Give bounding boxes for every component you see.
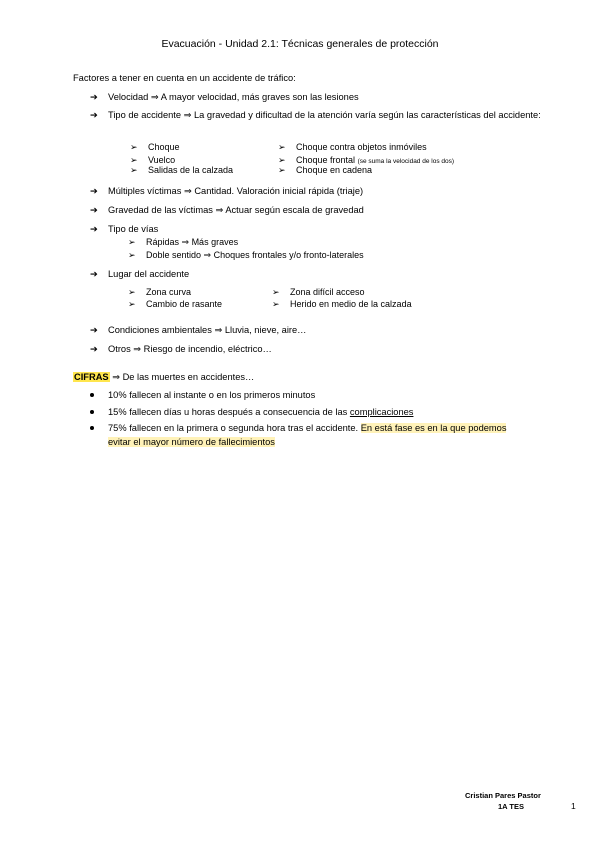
bullet-dot-icon [90, 393, 94, 397]
chevron-right-icon: ➢ [130, 155, 138, 165]
list-item-victimas [90, 184, 550, 199]
sub-item-text: Zona difícil acceso [290, 287, 365, 297]
footer-course: 1A TES [498, 802, 524, 811]
sub-item [128, 298, 222, 311]
bullet-text [90, 421, 530, 449]
chevron-right-icon: ➢ [278, 155, 286, 165]
chevron-right-icon: ➢ [130, 165, 138, 175]
chevron-right-icon: ➢ [130, 142, 138, 152]
bullet-dot-icon [90, 410, 94, 414]
sub-item [128, 236, 238, 249]
chevron-right-icon: ➢ [128, 287, 136, 297]
list-item-gravedad [90, 203, 550, 218]
list-item-lugar [90, 267, 550, 282]
intro-text: Factores a tener en cuenta en un accidente de tráfico: [73, 73, 296, 83]
bullet-item [90, 388, 530, 402]
bullet-item [90, 405, 530, 419]
sub-item [278, 141, 427, 154]
item-text: Tipo de accidente ⇒ La gravedad y dificultad de la atención varía según las características del accidente: [108, 110, 541, 120]
sub-item-text: Choque contra objetos inmóviles [296, 142, 427, 152]
chevron-right-icon: ➢ [272, 287, 280, 297]
chevron-right-icon: ➢ [128, 250, 136, 260]
highlighted-text: En está fase es en la que podemos evitar el mayor número de fallecimientos [108, 423, 507, 447]
arrow-icon: ➔ [90, 186, 98, 196]
sub-item-text: Choque [148, 142, 180, 152]
page-number: 1 [571, 801, 576, 811]
sub-item-text: Vuelco [148, 155, 176, 165]
chevron-right-icon: ➢ [128, 237, 136, 247]
cifras-heading [73, 372, 254, 383]
item-text: Condiciones ambientales ⇒ Lluvia, nieve, aire… [108, 325, 307, 335]
sub-item-text: Salidas de la calzada [148, 165, 234, 175]
cifras-tag: CIFRAS [74, 372, 109, 382]
sub-item-text: Zona curva [146, 287, 192, 297]
item-text: Otros ⇒ Riesgo de incendio, eléctrico… [108, 344, 272, 354]
list-item-velocidad [90, 90, 550, 105]
bullet-item [90, 421, 530, 449]
bullet-text-part: 15% fallecen días u horas después a consecuencia de las [108, 407, 350, 417]
arrow-icon: ➔ [90, 269, 98, 279]
chevron-right-icon: ➢ [272, 299, 280, 309]
complicaciones-underlined: complicaciones [349, 407, 414, 417]
sub-item-text: Choque en cadena [296, 165, 373, 175]
list-item-tipo-accidente [90, 108, 550, 123]
bullet-text-part: 75% fallecen en la primera o segunda hora tras el accidente. [108, 423, 361, 433]
bullet-text: 10% fallecen al instante o en los primeros minutos [108, 390, 316, 400]
arrow-icon: ➔ [90, 344, 98, 354]
page-title: Evacuación - Unidad 2.1: Técnicas generales de protección [161, 38, 439, 50]
arrow-icon: ➔ [90, 205, 98, 215]
bullet-text [90, 405, 530, 419]
item-text: Lugar del accidente [108, 269, 190, 279]
list-item-condiciones [90, 323, 550, 338]
sub-item [278, 164, 372, 177]
chevron-right-icon: ➢ [278, 165, 286, 175]
item-text: Múltiples víctimas ⇒ Cantidad. Valoración inicial rápida (triaje) [108, 186, 364, 196]
sub-item-text: Cambio de rasante [146, 299, 223, 309]
chevron-right-icon: ➢ [278, 142, 286, 152]
bullet-dot-icon [90, 426, 94, 430]
item-text: Tipo de vías [108, 224, 159, 234]
list-item-tipo-vias [90, 222, 550, 237]
chevron-right-icon: ➢ [128, 299, 136, 309]
sub-item-text: Choque frontal [296, 155, 356, 165]
list-item-otros [90, 342, 550, 357]
frontal-note: (se suma la velocidad de los dos) [357, 158, 455, 165]
arrow-icon: ➔ [90, 92, 98, 102]
sub-item-text: Herido en medio de la calzada [290, 299, 412, 309]
arrow-icon: ➔ [90, 110, 98, 120]
item-text: Gravedad de las víctimas ⇒ Actuar según escala de gravedad [108, 205, 364, 215]
arrow-icon: ➔ [90, 325, 98, 335]
sub-item-text: Rápidas ⇒ Más graves [146, 237, 239, 247]
item-text: Velocidad ⇒ A mayor velocidad, más graves son las lesiones [108, 92, 359, 102]
sub-item-text: Doble sentido ⇒ Choques frontales y/o fronto-laterales [146, 250, 364, 260]
arrow-icon: ➔ [90, 224, 98, 234]
footer-author: Cristian Pares Pastor [465, 791, 541, 800]
cifras-rest: ⇒ De las muertes en accidentes… [112, 372, 255, 382]
sub-item [130, 141, 180, 154]
sub-item [130, 164, 233, 177]
sub-item [128, 249, 364, 262]
sub-item [272, 298, 412, 311]
